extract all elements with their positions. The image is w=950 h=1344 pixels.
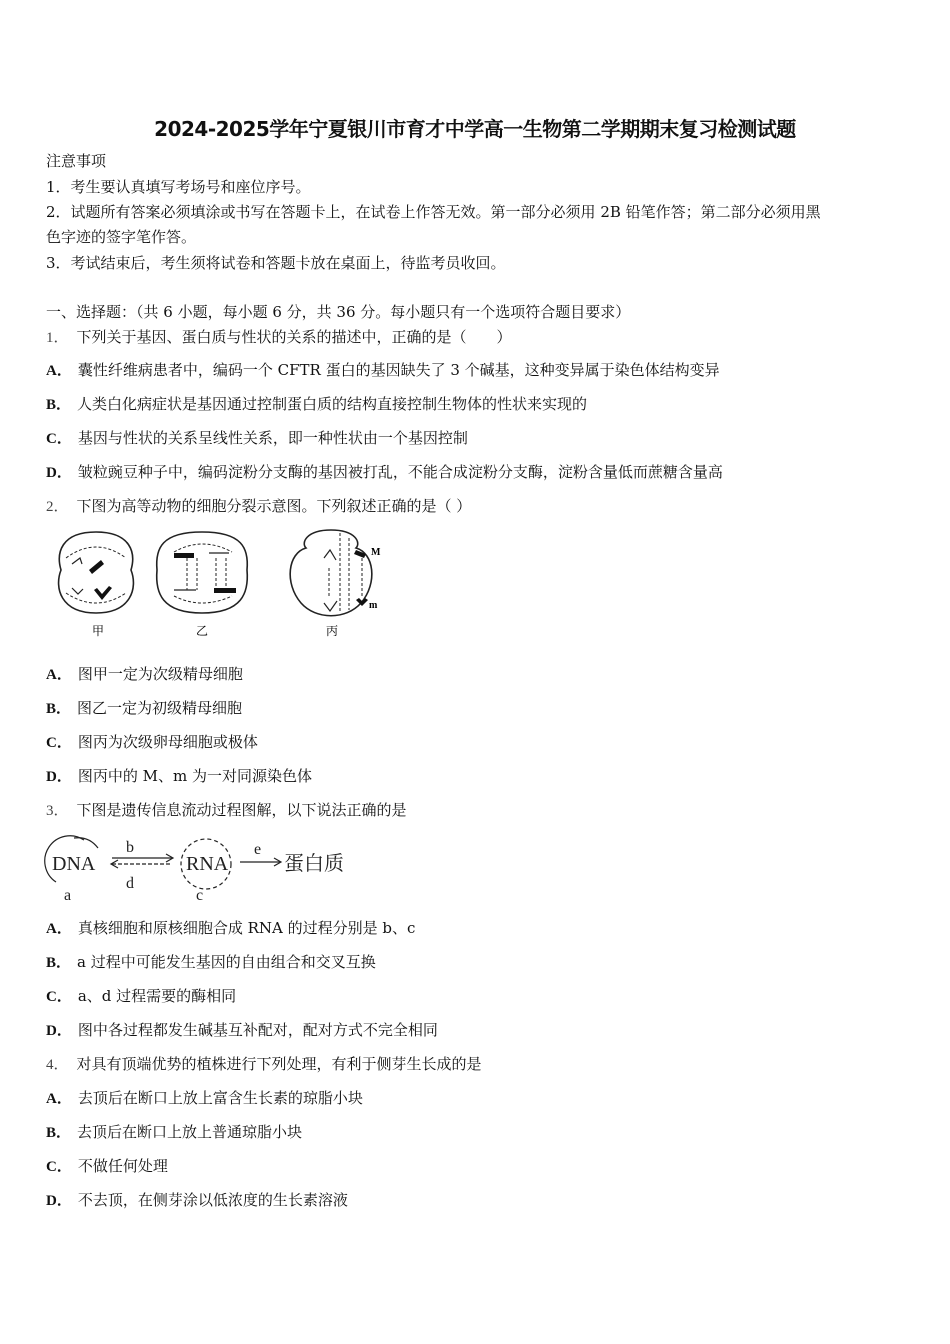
option-letter: D．: [46, 465, 72, 481]
question-text: 下图是遗传信息流动过程图解，以下说法正确的是: [76, 801, 407, 819]
option-a: [46, 1088, 363, 1109]
option-d: [46, 462, 723, 483]
question-number: 3．: [46, 803, 69, 819]
dna-label: DNA: [52, 853, 96, 875]
option-letter: D．: [46, 769, 72, 785]
option-letter: A．: [46, 921, 72, 937]
option-letter: B．: [46, 955, 72, 971]
option-text: 图中各过程都发生碱基互补配对，配对方式不完全相同: [77, 1021, 438, 1039]
section-heading: 一、选择题：（共 6 小题，每小题 6 分，共 36 分。每小题只有一个选项符合题目要求）: [46, 303, 631, 321]
option-a: [46, 664, 243, 685]
label-b: b: [126, 839, 134, 856]
label-yi: 乙: [196, 624, 209, 638]
cell-division-figure: [44, 528, 384, 643]
option-letter: C．: [46, 1159, 72, 1175]
option-letter: A．: [46, 667, 72, 683]
option-letter: B．: [46, 1125, 72, 1141]
option-b: [46, 394, 587, 415]
information-flow-diagram: [44, 832, 364, 904]
option-text: a、d 过程需要的酶相同: [77, 987, 237, 1005]
notice-item: 色字迹的签字笔作答。: [46, 228, 197, 246]
question-text: 下列关于基因、蛋白质与性状的关系的描述中，正确的是（ ）: [76, 328, 512, 346]
notice-heading: 注意事项: [46, 152, 107, 170]
label-bing: 丙: [326, 624, 339, 638]
option-text: 去顶后在断口上放上富含生长素的琼脂小块: [77, 1089, 363, 1107]
option-text: a 过程中可能发生基因的自由组合和交叉互换: [77, 953, 376, 971]
option-text: 去顶后在断口上放上普通琼脂小块: [77, 1123, 303, 1141]
option-a: [46, 918, 415, 939]
page-title: 2024-2025学年宁夏银川市育才中学高一生物第二学期期末复习检测试题: [154, 117, 796, 141]
question-number: 4．: [46, 1057, 69, 1073]
protein-label: 蛋白质: [284, 851, 344, 875]
option-text: 图丙中的 M、m 为一对同源染色体: [77, 767, 312, 785]
question-number: 2．: [46, 499, 69, 515]
question-1-stem: [46, 327, 512, 348]
option-d: [46, 1020, 438, 1041]
question-4-stem: [46, 1054, 482, 1075]
notice-item: 2．试题所有答案必须填涂或书写在答题卡上，在试卷上作答无效。第一部分必须用 2B 铅笔作答；第二部分必须用黑: [46, 203, 821, 221]
option-text: 基因与性状的关系呈线性关系，即一种性状由一个基因控制: [77, 429, 468, 447]
question-number: 1．: [46, 330, 69, 346]
option-letter: C．: [46, 735, 72, 751]
option-text: 人类白化病症状是基因通过控制蛋白质的结构直接控制生物体的性状来实现的: [77, 395, 588, 413]
option-b: [46, 698, 242, 719]
notice-item: 3．考试结束后，考生须将试卷和答题卡放在桌面上，待监考员收回。: [46, 254, 506, 272]
notice-item: 1．考生要认真填写考场号和座位序号。: [46, 178, 311, 196]
question-text: 对具有顶端优势的植株进行下列处理，有利于侧芽生长成的是: [76, 1055, 482, 1073]
option-text: 图甲一定为次级精母细胞: [77, 665, 243, 683]
option-a: [46, 360, 720, 381]
option-letter: D．: [46, 1023, 72, 1039]
option-c: [46, 732, 258, 753]
option-c: [46, 1156, 168, 1177]
option-b: [46, 952, 376, 973]
option-d: [46, 1190, 348, 1211]
option-d: [46, 766, 312, 787]
option-text: 不去顶，在侧芽涂以低浓度的生长素溶液: [77, 1191, 348, 1209]
option-text: 真核细胞和原核细胞合成 RNA 的过程分别是 b、c: [77, 919, 416, 937]
option-text: 皱粒豌豆种子中，编码淀粉分支酶的基因被打乱，不能合成淀粉分支酶，淀粉含量低而蔗糖含量高: [77, 463, 723, 481]
option-c: [46, 428, 468, 449]
option-text: 图乙一定为初级精母细胞: [77, 699, 243, 717]
option-letter: B．: [46, 701, 72, 717]
option-c: [46, 986, 236, 1007]
question-text: 下图为高等动物的细胞分裂示意图。下列叙述正确的是（ ）: [76, 497, 472, 515]
option-letter: C．: [46, 431, 72, 447]
label-jia: 甲: [92, 624, 105, 638]
label-e: e: [254, 841, 262, 858]
option-letter: A．: [46, 363, 72, 379]
question-3-stem: [46, 800, 407, 821]
label-d: d: [126, 875, 134, 892]
option-letter: A．: [46, 1091, 72, 1107]
label-c: c: [196, 887, 204, 904]
option-text: 囊性纤维病患者中，编码一个 CFTR 蛋白的基因缺失了 3 个碱基，这种变异属于染色体结构变异: [77, 361, 720, 379]
option-text: 不做任何处理: [77, 1157, 168, 1175]
option-letter: B．: [46, 397, 72, 413]
option-b: [46, 1122, 302, 1143]
label-m: m: [369, 600, 378, 611]
label-M: M: [371, 547, 381, 558]
label-a: a: [64, 887, 72, 904]
option-text: 图丙为次级卵母细胞或极体: [77, 733, 258, 751]
option-letter: D．: [46, 1193, 72, 1209]
option-letter: C．: [46, 989, 72, 1005]
question-2-stem: [46, 496, 471, 517]
rna-label: RNA: [186, 853, 229, 875]
